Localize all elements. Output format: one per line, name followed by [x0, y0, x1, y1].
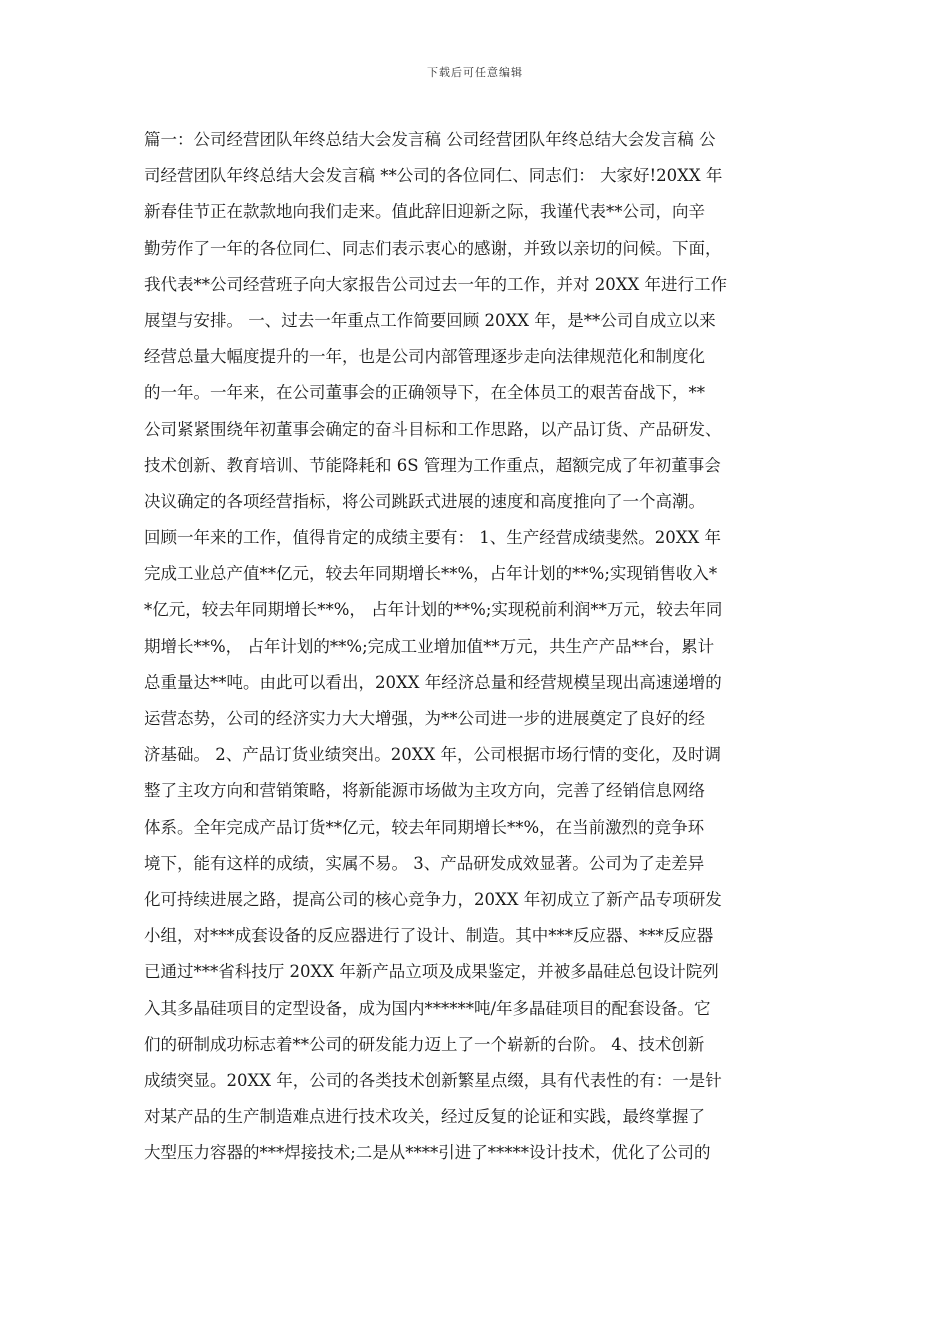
- text-line: 境下，能有这样的成绩，实属不易。 3、产品研发成效显著。公司为了走差异: [144, 853, 705, 873]
- text-line: 决议确定的各项经营指标，将公司跳跃式进展的速度和高度推向了一个高潮。: [144, 491, 705, 511]
- text-line: 小组，对***成套设备的反应器进行了设计、制造。其中***反应器、***反应器: [144, 926, 714, 946]
- text-line: 的一年。一年来，在公司董事会的正确领导下，在全体员工的艰苦奋战下，**: [144, 383, 705, 403]
- text-line: 已通过***省科技厅 20XX 年新产品立项及成果鉴定，并被多晶硅总包设计院列: [144, 962, 719, 982]
- text-line: 总重量达**吨。由此可以看出，20XX 年经济总量和经营规模呈现出高速递增的: [144, 672, 722, 692]
- text-line: 济基础。 2、产品订货业绩突出。20XX 年，公司根据市场行情的变化，及时调: [144, 745, 721, 765]
- text-line: 经营总量大幅度提升的一年，也是公司内部管理逐步走向法律规范化和制度化: [144, 347, 705, 367]
- text-line: 勤劳作了一年的各位同仁、同志们表示衷心的感谢，并致以亲切的问候。下面，: [144, 238, 722, 258]
- text-line: 司经营团队年终总结大会发言稿 **公司的各位同仁、同志们： 大家好!20XX 年: [144, 166, 723, 186]
- text-line: 期增长**%， 占年计划的**%;完成工业增加值**万元，共生产产品**台，累计: [144, 636, 715, 656]
- text-line: 公司紧紧围绕年初董事会确定的奋斗目标和工作思路，以产品订货、产品研发、: [144, 419, 722, 439]
- text-line: 新春佳节正在款款地向我们走来。值此辞旧迎新之际，我谨代表**公司，向辛: [144, 202, 705, 222]
- text-line: 我代表**公司经营班子向大家报告公司过去一年的工作，并对 20XX 年进行工作: [144, 274, 727, 294]
- text-line: 技术创新、教育培训、节能降耗和 6S 管理为工作重点，超额完成了年初董事会: [144, 455, 721, 475]
- header-note: 下载后可任意编辑: [427, 66, 523, 79]
- text-line: 回顾一年来的工作，值得肯定的成绩主要有： 1、生产经营成绩斐然。20XX 年: [144, 528, 721, 548]
- document-body: [144, 122, 814, 1171]
- text-line: 对某产品的生产制造难点进行技术攻关，经过反复的论证和实践，最终掌握了: [144, 1107, 705, 1127]
- text-line: 成绩突显。20XX 年，公司的各类技术创新繁星点缀，具有代表性的有：一是针: [144, 1070, 722, 1090]
- text-line: 体系。全年完成产品订货**亿元，较去年同期增长**%，在当前激烈的竞争环: [144, 817, 705, 837]
- text-line: 整了主攻方向和营销策略，将新能源市场做为主攻方向，完善了经销信息网络: [144, 781, 705, 801]
- text-line: 们的研制成功标志着**公司的研发能力迈上了一个崭新的台阶。 4、技术创新: [144, 1034, 705, 1054]
- text-line: 篇一：公司经营团队年终总结大会发言稿 公司经营团队年终总结大会发言稿 公: [144, 130, 716, 149]
- text-line: 大型压力容器的***焊接技术;二是从****引进了*****设计技术，优化了公司的: [144, 1143, 711, 1163]
- text-line: *亿元，较去年同期增长**%， 占年计划的**%;实现税前利润**万元，较去年同: [144, 600, 723, 620]
- text-line: 运营态势，公司的经济实力大大增强，为**公司进一步的进展奠定了良好的经: [144, 709, 705, 728]
- text-line: 入其多晶硅项目的定型设备，成为国内******吨/年多晶硅项目的配套设备。它: [144, 998, 711, 1018]
- text-line: 完成工业总产值**亿元，较去年同期增长**%，占年计划的**%;实现销售收入*: [144, 564, 718, 584]
- text-line: 展望与安排。 一、过去一年重点工作简要回顾 20XX 年，是**公司自成立以来: [144, 310, 716, 330]
- text-line: 化可持续进展之路，提高公司的核心竞争力，20XX 年初成立了新产品专项研发: [144, 889, 722, 909]
